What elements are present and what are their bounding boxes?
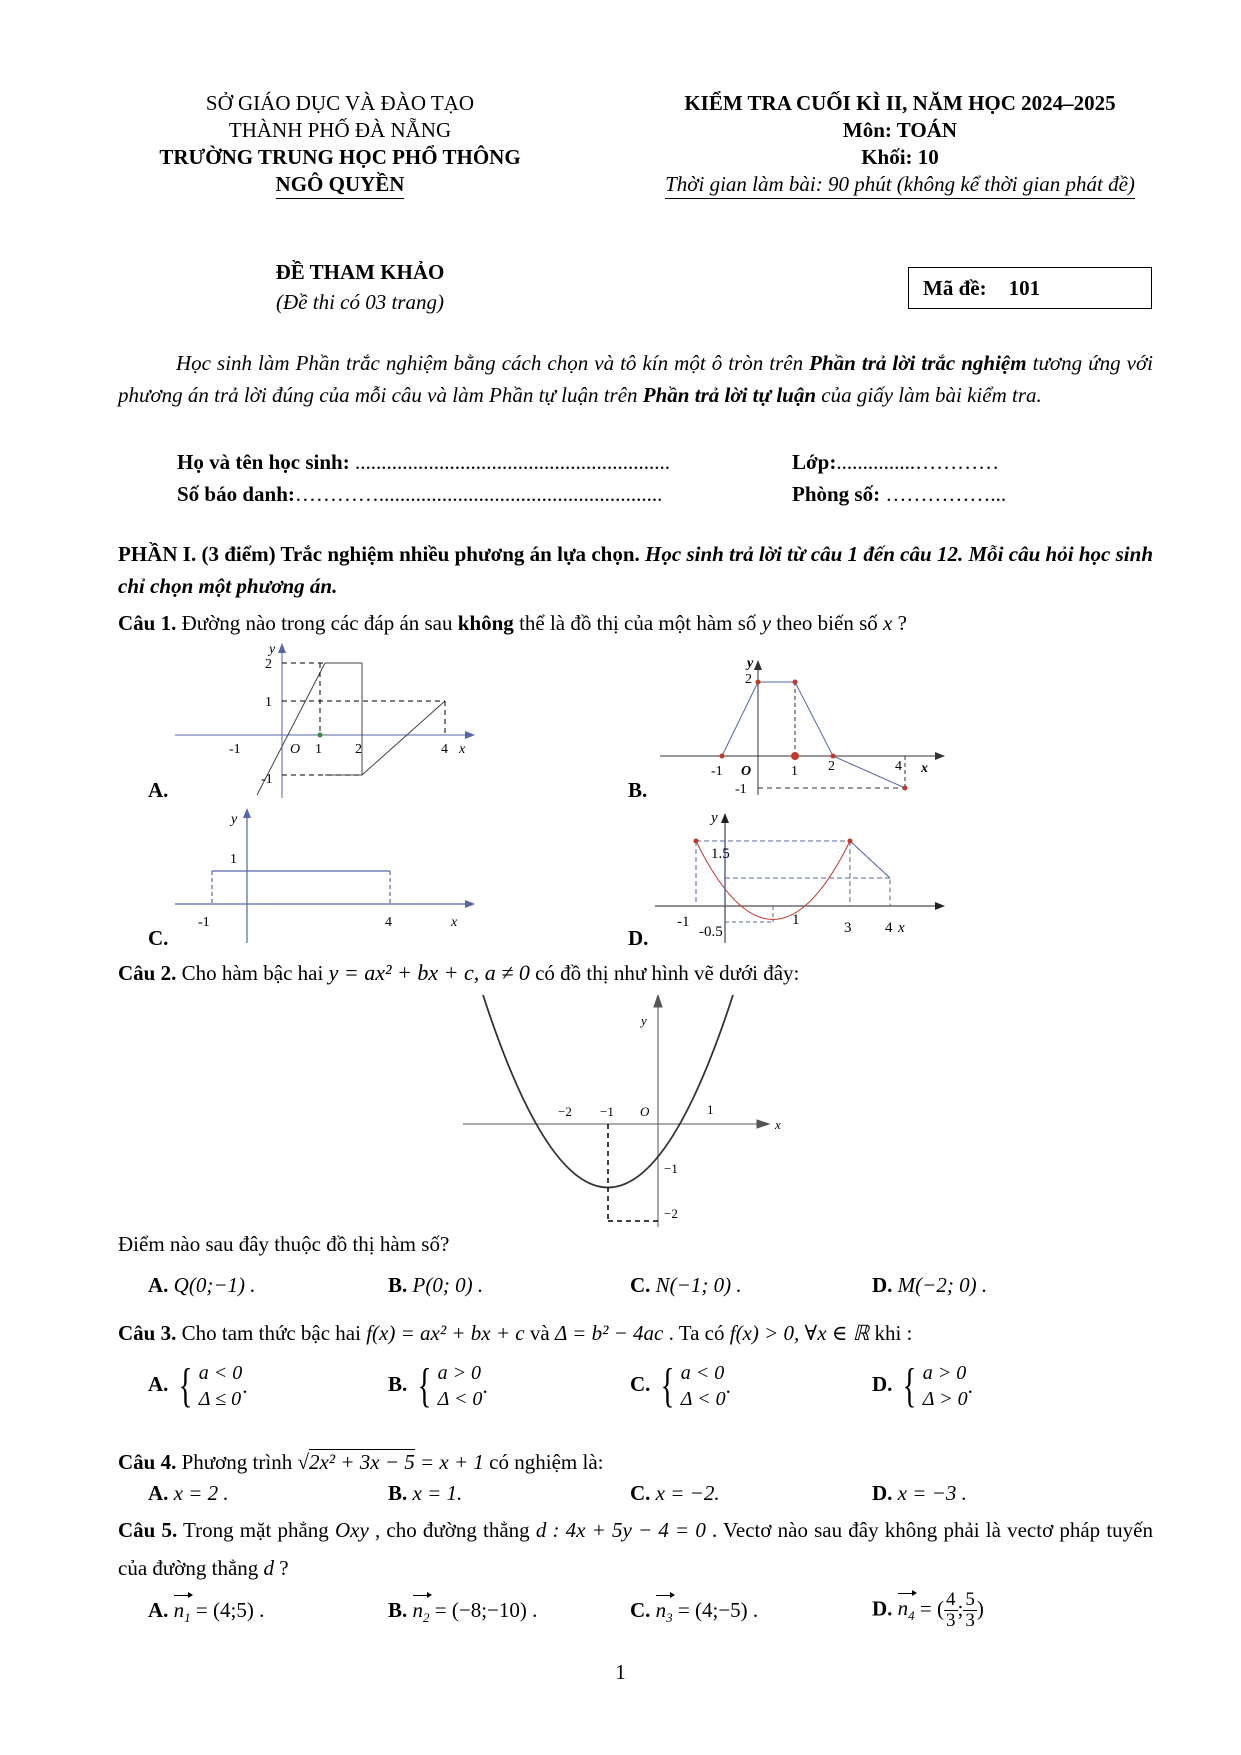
q5-option-b[interactable]: [388, 1598, 537, 1626]
exam-duration: Thời gian làm bài: 90 phút (không kể thời gian phát đề): [665, 171, 1135, 199]
q5-text-4: ?: [274, 1556, 289, 1580]
q5-line-equation: d : 4x + 5y − 4 = 0: [535, 1518, 706, 1542]
name-label: Họ và tên học sinh:: [177, 450, 350, 474]
q5-option-a-vec: n: [173, 1598, 185, 1622]
instruction-bold-2: Phần trả lời tự luận: [642, 383, 817, 407]
part1-title: PHẦN I. (3 điểm) Trắc nghiệm nhiều phương án lựa chọn.: [118, 542, 640, 566]
q5-option-d[interactable]: D. $n_4$ = ( $\frac{4}{3}$ ; $\frac{5}{3}$ ): [872, 1589, 984, 1631]
q2-parabola-graph: [463, 995, 793, 1230]
q5-option-b-vec: n: [412, 1598, 424, 1622]
q3-option-c-key: C.: [630, 1371, 651, 1396]
point-marker: [318, 733, 323, 738]
q3-option-a[interactable]: A. { a < 0 Δ ≤ 0 .: [148, 1359, 248, 1412]
q3-option-a-line2: Δ ≤ 0: [198, 1388, 242, 1410]
q3-option-a-line1: a < 0: [198, 1362, 243, 1384]
q1-opt-c-label[interactable]: C.: [148, 926, 169, 950]
q1-var-y: y: [761, 611, 772, 635]
q5-text: Trong mặt phẳng: [177, 1518, 335, 1542]
q2-option-a[interactable]: [148, 1273, 256, 1298]
department-name: SỞ GIÁO DỤC VÀ ĐÀO TẠO: [205, 91, 475, 115]
q4-option-a-text: x = 2 .: [173, 1481, 229, 1505]
city-name: THÀNH PHỐ ĐÀ NẴNG: [228, 118, 452, 142]
svg-text:−2: −2: [664, 1206, 678, 1221]
exam-code-label: Mã đề:: [923, 275, 987, 300]
question-3: [118, 1317, 1153, 1349]
q2-option-c-text: N(−1; 0) .: [655, 1273, 742, 1297]
q5-option-d-vec: n: [897, 1596, 909, 1621]
q2-option-b[interactable]: [388, 1273, 483, 1298]
q3-option-c-line1: a < 0: [680, 1362, 725, 1384]
q2-option-d-key: D.: [872, 1273, 893, 1297]
q1-label: Câu 1.: [118, 611, 177, 635]
id-label: Số báo danh:: [177, 482, 295, 506]
q4-option-c-key: C.: [630, 1481, 651, 1505]
q5-oxy: Oxy: [334, 1518, 369, 1542]
q5-option-c-sub: 3: [666, 1610, 673, 1626]
part1-note: Học sinh trả lời từ câu 1 đến câu 12. Mỗi câu hỏi học sinh chỉ chọn một phương án.: [118, 542, 1153, 598]
q5-text-2: , cho đường thẳng: [368, 1518, 536, 1542]
question-5: [118, 1511, 1153, 1587]
q5-option-c[interactable]: [630, 1598, 758, 1626]
q1-opt-b-label[interactable]: B.: [628, 778, 648, 802]
q3-option-c[interactable]: C. { a < 0 Δ < 0 .: [630, 1359, 731, 1412]
class-field[interactable]: ...............…………: [836, 450, 1000, 474]
q3-text-3: . Ta có: [663, 1321, 730, 1345]
q2-text: Cho hàm bậc hai: [176, 961, 329, 985]
svg-text:-1: -1: [198, 915, 210, 930]
q4-options: [0, 1481, 1241, 1513]
q5-option-d-sub: 4: [908, 1608, 915, 1624]
svg-text:x: x: [451, 915, 458, 930]
q3-option-d-key: D.: [872, 1371, 893, 1396]
q1-graph-b: [655, 655, 955, 800]
svg-text:O: O: [290, 742, 301, 757]
svg-text:−2: −2: [558, 1104, 572, 1119]
instructions: [118, 347, 1153, 411]
fraction-1-num: 4: [946, 1589, 956, 1610]
q3-formula-1: f(x) = ax² + bx + c: [366, 1321, 525, 1345]
q3-option-d[interactable]: D. { a > 0 Δ > 0 .: [872, 1359, 973, 1412]
q2-option-d-text: M(−2; 0) .: [897, 1273, 988, 1297]
vector-arrow-icon: [413, 1598, 430, 1626]
svg-text:O: O: [741, 764, 752, 779]
fraction-1: [944, 1590, 958, 1631]
svg-text:4: 4: [895, 759, 902, 774]
svg-text:x: x: [898, 920, 905, 936]
room-field[interactable]: ……………...: [880, 482, 1007, 506]
class-label: Lớp:: [792, 450, 837, 474]
q3-text: Cho tam thức bậc hai: [176, 1321, 367, 1345]
q1-text-2: thể là đồ thị của một hàm số: [513, 611, 762, 635]
q3-text-2: và: [524, 1321, 555, 1345]
q3-text-4: khi :: [869, 1321, 913, 1345]
svg-text:−1: −1: [664, 1161, 678, 1176]
svg-text:-1: -1: [261, 772, 273, 787]
question-1: [118, 607, 1153, 639]
q2-option-c-key: C.: [630, 1273, 651, 1297]
part1-heading: [118, 538, 1153, 602]
q5-option-d-key: D.: [872, 1596, 893, 1621]
q4-text: Phương trình: [176, 1450, 298, 1474]
q5-option-c-value: = (4;−5) .: [672, 1598, 759, 1622]
q3-label: Câu 3.: [118, 1321, 177, 1345]
q5-label: Câu 5.: [118, 1518, 178, 1542]
fraction-2-den: 3: [965, 1610, 975, 1631]
q5-option-c-vec: n: [655, 1598, 667, 1622]
name-field[interactable]: ............................................................: [349, 450, 670, 474]
svg-text:2: 2: [828, 759, 835, 774]
subject: Môn: TOÁN: [842, 118, 958, 142]
svg-text:-1: -1: [711, 764, 723, 779]
svg-text:−1: −1: [600, 1104, 614, 1119]
q4-rhs: = x + 1: [414, 1450, 484, 1474]
q1-graph-c: [175, 803, 485, 943]
q3-formula-2: Δ = b² − 4ac: [554, 1321, 664, 1345]
svg-text:y: y: [641, 1013, 647, 1028]
header-left: [120, 90, 560, 199]
sqrt-icon: √: [297, 1450, 309, 1474]
svg-text:1: 1: [265, 695, 272, 710]
q1-text-3: theo biến số: [771, 611, 883, 635]
svg-text:1: 1: [791, 764, 798, 779]
svg-text:y: y: [269, 643, 276, 657]
q3-option-d-line2: Δ > 0: [922, 1388, 968, 1410]
q2-option-a-text: Q(0;−1) .: [173, 1273, 256, 1297]
q3-options: [0, 1360, 1241, 1420]
q4-radicand: 2x² + 3x − 5: [308, 1450, 415, 1474]
svg-text:O: O: [640, 1104, 650, 1119]
q3-option-b-line1: a > 0: [437, 1362, 482, 1384]
q2-options: [0, 1273, 1241, 1305]
svg-text:-0.5: -0.5: [699, 924, 723, 940]
q4-option-c[interactable]: [630, 1481, 720, 1506]
q3-option-b-key: B.: [388, 1371, 408, 1396]
school-name: NGÔ QUYỀN: [276, 171, 405, 199]
q1-opt-d-label[interactable]: D.: [628, 926, 649, 950]
svg-text:3: 3: [844, 920, 852, 936]
q5-var-d: d: [263, 1556, 275, 1580]
instruction-text-2: tương ứng với phương án trả lời đúng của mỗi câu và làm Phần tự luận trên: [118, 351, 1154, 407]
student-fields: [177, 446, 1177, 510]
q3-option-b[interactable]: B. { a > 0 Δ < 0 .: [388, 1359, 488, 1412]
q4-option-b-key: B.: [388, 1481, 408, 1505]
q5-option-d-post: ): [976, 1596, 984, 1621]
grade: Khối: 10: [861, 145, 939, 169]
q5-option-a-key: A.: [148, 1598, 169, 1622]
question-2: [118, 957, 1153, 989]
svg-text:1: 1: [230, 852, 237, 867]
q2-label: Câu 2.: [118, 961, 177, 985]
fraction-2-num: 5: [965, 1589, 975, 1610]
vector-arrow-icon: [656, 1598, 673, 1626]
svg-text:-1: -1: [229, 742, 241, 757]
instruction-text: Học sinh làm Phần trắc nghiệm bằng cách chọn và tô kín một ô tròn trên: [176, 351, 810, 375]
svg-text:1: 1: [315, 742, 322, 757]
svg-text:-1: -1: [735, 782, 747, 797]
q5-option-a-value: = (4;5) .: [190, 1598, 265, 1622]
q1-text-4: ?: [892, 611, 907, 635]
svg-text:y: y: [747, 656, 754, 671]
instruction-text-3: của giấy làm bài kiểm tra.: [816, 383, 1042, 407]
header-right: [620, 90, 1180, 199]
svg-text:1.5: 1.5: [711, 846, 730, 862]
q4-option-b-text: x = 1.: [412, 1481, 463, 1505]
q5-text-3: . Vectơ nào sau đây không phải là vectơ pháp tuyến của đường thẳng: [118, 1518, 1153, 1580]
q4-option-a[interactable]: [148, 1481, 229, 1506]
q3-option-c-line2: Δ < 0: [680, 1388, 726, 1410]
svg-text:4: 4: [441, 742, 448, 757]
q4-option-d-text: x = −3 .: [897, 1481, 967, 1505]
svg-text:-1: -1: [677, 914, 690, 930]
q1-graph-a: [175, 643, 485, 803]
question-4: [118, 1446, 1153, 1478]
q4-option-c-text: x = −2.: [655, 1481, 720, 1505]
q3-option-b-line2: Δ < 0: [437, 1388, 483, 1410]
svg-text:2: 2: [355, 742, 362, 757]
q5-option-a-sub: 1: [184, 1610, 191, 1626]
instruction-bold-1: Phần trả lời trắc nghiệm: [809, 351, 1027, 375]
q1-graph-d: [655, 808, 955, 948]
q4-option-d-key: D.: [872, 1481, 893, 1505]
q5-option-a[interactable]: [148, 1598, 264, 1626]
q4-option-a-key: A.: [148, 1481, 169, 1505]
q4-label: Câu 4.: [118, 1450, 177, 1474]
fraction-1-den: 3: [946, 1610, 956, 1631]
exam-code-value: 101: [1008, 275, 1041, 300]
q1-var-x: x: [883, 611, 893, 635]
fraction-2: [963, 1590, 977, 1631]
svg-text:y: y: [711, 810, 718, 826]
q5-option-b-key: B.: [388, 1598, 408, 1622]
svg-text:1: 1: [707, 1102, 714, 1117]
q5-options: [0, 1589, 1241, 1658]
q2-option-b-text: P(0; 0) .: [412, 1273, 484, 1297]
q5-option-b-sub: 2: [423, 1610, 430, 1626]
q3-formula-3: f(x) > 0, ∀x ∈ ℝ: [729, 1321, 870, 1345]
svg-text:x: x: [775, 1117, 781, 1132]
q2-option-b-key: B.: [388, 1273, 408, 1297]
exam-type: [200, 257, 520, 317]
room-label: Phòng số:: [792, 482, 881, 506]
q2-option-c[interactable]: [630, 1273, 742, 1298]
q5-option-d-pre: = (: [914, 1596, 945, 1621]
page-number: 1: [615, 1660, 626, 1684]
svg-text:y: y: [231, 812, 238, 827]
q5-option-b-value: = (−8;−10) .: [429, 1598, 538, 1622]
q4-option-b[interactable]: [388, 1481, 462, 1506]
vector-arrow-icon: [174, 1598, 191, 1626]
q4-option-d[interactable]: [872, 1481, 967, 1506]
svg-text:x: x: [459, 742, 466, 757]
q2-option-a-key: A.: [148, 1273, 169, 1297]
svg-text:x: x: [921, 761, 928, 776]
q1-opt-a-label[interactable]: A.: [148, 778, 169, 802]
svg-text:1: 1: [792, 912, 800, 928]
exam-code-box: [908, 267, 1152, 309]
id-field[interactable]: …………......................................................: [294, 482, 663, 506]
q1-text: Đường nào trong các đáp án sau: [176, 611, 458, 635]
exam-type-subtitle: (Đề thi có 03 trang): [276, 290, 444, 314]
q2-formula: y = ax² + bx + c, a ≠ 0: [328, 960, 530, 985]
q1-emph: không: [457, 611, 514, 635]
q3-option-d-line1: a > 0: [922, 1362, 967, 1384]
exam-type-title: ĐỀ THAM KHẢO: [275, 260, 445, 284]
q5-option-c-key: C.: [630, 1598, 651, 1622]
q4-text-2: có nghiệm là:: [483, 1450, 604, 1474]
svg-text:2: 2: [745, 672, 752, 687]
q2-option-d[interactable]: [872, 1273, 987, 1298]
svg-text:2: 2: [265, 657, 272, 672]
vector-arrow-icon: [898, 1596, 915, 1624]
school-type: TRƯỜNG TRUNG HỌC PHỔ THÔNG: [159, 145, 521, 169]
exam-title: KIỂM TRA CUỐI KÌ II, NĂM HỌC 2024–2025: [684, 91, 1116, 115]
svg-text:4: 4: [385, 915, 392, 930]
q3-option-a-key: A.: [148, 1371, 169, 1396]
svg-text:4: 4: [885, 920, 893, 936]
q2-question: Điểm nào sau đây thuộc đồ thị hàm số?: [118, 1232, 450, 1256]
q2-text-2: có đồ thị như hình vẽ dưới đây:: [529, 961, 800, 985]
